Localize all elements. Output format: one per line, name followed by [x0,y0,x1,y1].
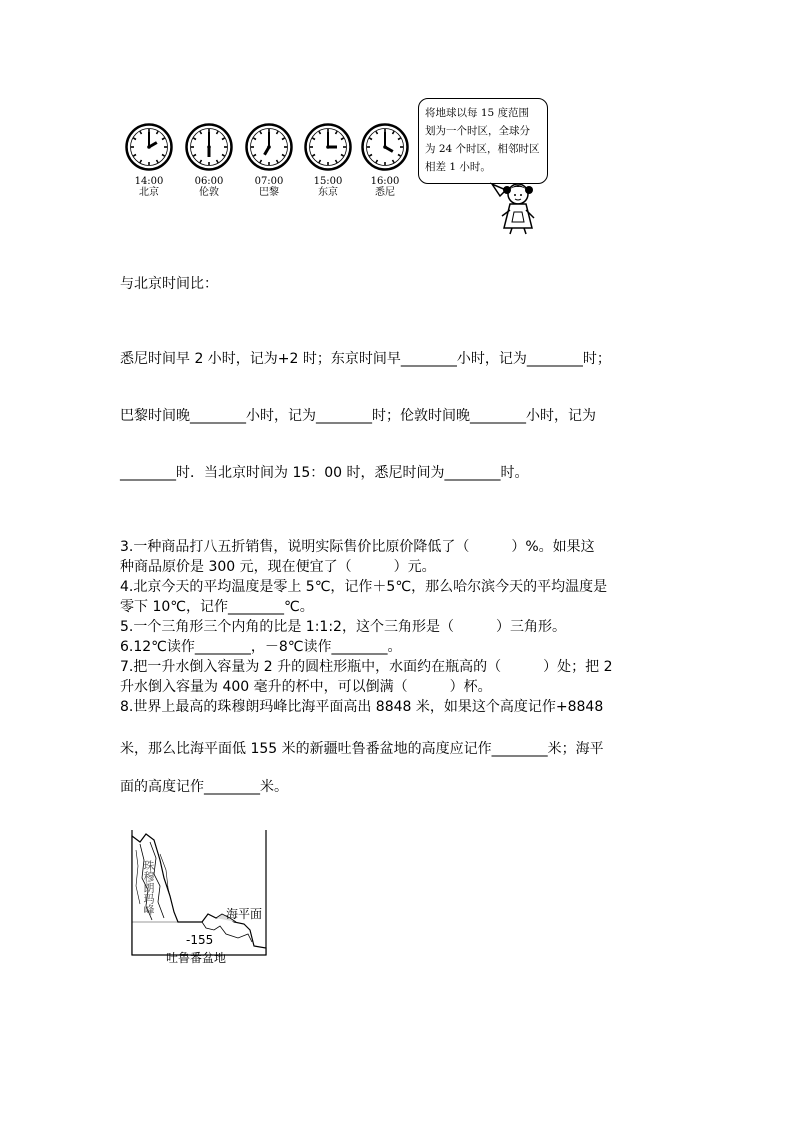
clock-city: 北京 [139,187,159,198]
clock-time: 06:00 [194,176,224,187]
clock-city: 悉尼 [375,187,395,198]
clock-time: 14:00 [134,176,164,187]
clock-sydney [360,122,410,199]
question-5: 5.一个三角形三个内角的比是 1:1:2，这个三角形是（ ）三角形。 [120,619,566,635]
question-8-line-2: 米，那么比海平面低 155 米的新疆吐鲁番盆地的高度应记作________米；海平 [120,741,604,757]
clock-tokyo [303,122,353,199]
paragraph-line-2: 巴黎时间晚________小时，记为________时；伦敦时间晚________小时，记为 [120,408,596,424]
clock-face-icon [244,122,294,172]
question-4-line-2: 零下 10℃，记作________℃。 [120,599,314,615]
question-3-line-1: 3.一种商品打八五折销售，说明实际售价比原价降低了（ ）%。如果这 [120,539,595,555]
clock-city: 东京 [318,187,338,198]
clock-time: 15:00 [313,176,343,187]
clock-time: 07:00 [254,176,284,187]
clock-face-icon [184,122,234,172]
question-8-line-1: 8.世界上最高的珠穆朗玛峰比海平面高出 8848 米，如果这个高度记作+8848 [120,699,604,715]
speech-line: 划为一个时区，全球分 [425,125,530,137]
clock-london [184,122,234,199]
question-4-line-1: 4.北京今天的平均温度是零上 5℃，记作＋5℃，那么哈尔滨今天的平均温度是 [120,579,608,595]
speech-line: 为 24 个时区，相邻时区 [425,143,540,155]
clock-time: 16:00 [370,176,400,187]
speech-bubble [418,98,548,184]
girl-character-icon [470,176,560,236]
paragraph-line-1: 悉尼时间早 2 小时，记为+2 时；东京时间早________小时，记为________时； [120,351,611,367]
clock-city: 伦敦 [199,187,219,198]
question-3-line-2: 种商品原价是 300 元，现在便宜了（ ）元。 [120,559,436,575]
speech-line: 将地球以每 15 度范围 [425,107,530,119]
questions-block [120,537,613,717]
clock-face-icon [124,122,174,172]
question-8-line-3: 面的高度记作________米。 [120,779,288,795]
clock-city: 巴黎 [259,187,279,198]
clock-beijing [124,122,174,199]
basin-label: 吐鲁番盆地 [166,951,227,965]
clock-paris [244,122,294,199]
question-7-line-1: 7.把一升水倒入容量为 2 升的圆柱形瓶中，水面约在瓶高的（ ）处；把 2 [120,659,613,675]
clock-face-icon [360,122,410,172]
paragraph-line-3: ________时．当北京时间为 15：00 时，悉尼时间为________时。 [120,465,529,481]
question-7-line-2: 升水倒入容量为 400 毫升的杯中，可以倒满（ ）杯。 [120,679,492,695]
sea-level-label: 海平面 [226,907,263,921]
depth-label: -155 [186,933,214,947]
clock-face-icon [303,122,353,172]
speech-line: 相差 1 小时。 [425,161,491,173]
peak-name: 珠穆朗玛峰 [142,860,155,915]
compare-title: 与北京时间比： [120,276,218,292]
question-6: 6.12℃读作________，－8℃读作________。 [120,639,402,655]
